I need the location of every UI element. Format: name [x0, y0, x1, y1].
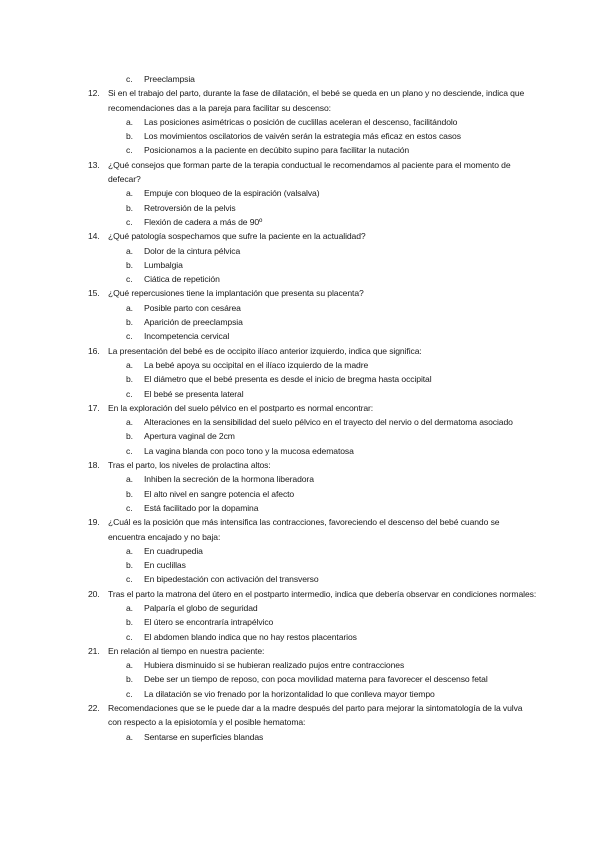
question-item: [88, 86, 538, 115]
option-letter: a.: [126, 359, 133, 370]
option-list: [88, 415, 538, 458]
option-text: El alto nivel en sangre potencia el afecto: [144, 488, 295, 499]
option-list: [88, 115, 538, 158]
question-text: ¿Qué patología sospechamos que sufre la paciente en la actualidad?: [108, 231, 366, 242]
option-text: Palparía el globo de seguridad: [144, 602, 258, 613]
option-list: [88, 601, 538, 644]
option-item: [88, 215, 538, 229]
option-text: El abdomen blando indica que no hay restos placentarios: [144, 631, 357, 642]
option-text: En cuadrupedia: [144, 545, 203, 556]
option-text: Dolor de la cintura pélvica: [144, 245, 241, 256]
option-list: [88, 186, 538, 229]
question-number: 13.: [88, 159, 100, 170]
option-text: Aparición de preeclampsia: [144, 317, 243, 328]
option-letter: c.: [126, 274, 133, 285]
option-letter: c.: [126, 502, 133, 513]
option-text: Preeclampsia: [144, 74, 195, 84]
option-item: [88, 615, 538, 629]
option-letter: a.: [126, 545, 133, 556]
option-text: El bebé se presenta lateral: [144, 388, 244, 399]
option-item: [88, 329, 538, 343]
option-letter: b.: [126, 431, 133, 442]
option-text: Alteraciones en la sensibilidad del suelo pélvico en el trayecto del nervio o del dermatoma asociado: [144, 417, 513, 428]
option-item: [88, 115, 538, 129]
option-item: [88, 315, 538, 329]
question-text: Recomendaciones que se le puede dar a la madre después del parto para mejorar la sintomatología de la vulva con respecto a la episiotomía y el posible hematoma:: [108, 703, 523, 728]
question-item: [88, 458, 538, 472]
option-text: Hubiera disminuido si se hubieran realizado pujos entre contracciones: [144, 660, 405, 671]
option-letter: b.: [126, 259, 133, 270]
option-item: [88, 544, 538, 558]
option-text: Los movimientos oscilatorios de vaivén serán la estrategia más eficaz en estos casos: [144, 131, 461, 142]
question-number: 21.: [88, 645, 100, 656]
option-text: Posicionamos a la paciente en decúbito supino para facilitar la nutación: [144, 145, 410, 156]
option-letter: c.: [126, 445, 133, 456]
option-item: [88, 301, 538, 315]
option-list: [88, 658, 538, 701]
option-letter: b.: [126, 674, 133, 685]
option-letter: b.: [126, 617, 133, 628]
option-letter: b.: [126, 317, 133, 328]
option-item: [88, 730, 538, 744]
question-number: 15.: [88, 288, 100, 299]
option-text: Ciática de repetición: [144, 274, 220, 285]
option-item: [88, 444, 538, 458]
option-letter: c.: [126, 331, 133, 342]
question-text: La presentación del bebé es de occipito ilíaco anterior izquierdo, indica que significa:: [108, 345, 422, 356]
question-number: 16.: [88, 345, 100, 356]
option-letter: a.: [126, 731, 133, 742]
option-text: El diámetro que el bebé presenta es desde el inicio de bregma hasta occipital: [144, 374, 432, 385]
option-item: [88, 501, 538, 515]
question-text: Tras el parto, los niveles de prolactina altos:: [108, 460, 271, 471]
question-number: 20.: [88, 588, 100, 599]
question-text: En relación al tiempo en nuestra paciente:: [108, 645, 265, 656]
option-text: En cuclillas: [144, 560, 186, 571]
option-text: Flexión de cadera a más de 90º: [144, 216, 263, 227]
option-item: [88, 429, 538, 443]
question-item: [88, 701, 538, 730]
question-item: [88, 515, 538, 544]
option-item: [88, 244, 538, 258]
option-letter: c.: [126, 688, 133, 699]
option-letter: c.: [126, 74, 133, 84]
question-item: [88, 644, 538, 658]
question-item: [88, 286, 538, 300]
option-item: [88, 258, 538, 272]
question-item: [88, 229, 538, 243]
option-text: Apertura vaginal de 2cm: [144, 431, 235, 442]
question-number: 18.: [88, 460, 100, 471]
option-item: [88, 672, 538, 686]
option-text: La dilatación se vio frenado por la horizontalidad lo que conlleva mayor tiempo: [144, 688, 435, 699]
option-letter: a.: [126, 302, 133, 313]
question-text: Tras el parto la matrona del útero en el postparto intermedio, indica que debería observar en condiciones normales:: [108, 588, 537, 599]
option-letter: b.: [126, 202, 133, 213]
question-text: En la exploración del suelo pélvico en el postparto es normal encontrar:: [108, 402, 374, 413]
question-item: [88, 344, 538, 358]
option-item: [88, 687, 538, 701]
option-item: [88, 472, 538, 486]
question-text: ¿Cuál es la posición que más intensifica las contracciones, favoreciendo el descenso del bebé cuando se encuentra encajado y no baja:: [108, 517, 500, 542]
option-letter: a.: [126, 660, 133, 671]
option-text: Debe ser un tiempo de reposo, con poca movilidad materna para favorecer el descenso fetal: [144, 674, 488, 685]
question-number: 12.: [88, 88, 100, 99]
option-item: [88, 601, 538, 615]
option-list: [88, 244, 538, 287]
question-text: Si en el trabajo del parto, durante la fase de dilatación, el bebé se queda en un plano y no desciende, indica que recomendaciones das a la pareja para facilitar su descenso:: [108, 88, 525, 113]
option-letter: c.: [126, 631, 133, 642]
option-item: [88, 387, 538, 401]
option-letter: b.: [126, 560, 133, 571]
question-number: 19.: [88, 517, 100, 528]
option-list: [88, 301, 538, 344]
option-text: Empuje con bloqueo de la espiración (valsalva): [144, 188, 320, 199]
question-number: 14.: [88, 231, 100, 242]
option-letter: a.: [126, 602, 133, 613]
option-list: [88, 730, 538, 744]
option-text: Lumbalgia: [144, 259, 183, 270]
option-item: [88, 658, 538, 672]
option-text: La vagina blanda con poco tono y la mucosa edematosa: [144, 445, 354, 456]
option-item: [88, 143, 538, 157]
option-list: [88, 472, 538, 515]
option-letter: b.: [126, 488, 133, 499]
option-text: Retroversión de la pelvis: [144, 202, 236, 213]
option-letter: a.: [126, 116, 133, 127]
option-item: [88, 372, 538, 386]
option-letter: a.: [126, 474, 133, 485]
option-text: Posible parto con cesárea: [144, 302, 241, 313]
option-letter: b.: [126, 131, 133, 142]
question-item: [88, 587, 538, 601]
option-text: Inhiben la secreción de la hormona liberadora: [144, 474, 314, 485]
option-text: Sentarse en superficies blandas: [144, 731, 264, 742]
option-text: Las posiciones asimétricas o posición de cuclillas aceleran el descenso, facilitándolo: [144, 116, 458, 127]
option-item: [88, 72, 538, 86]
option-letter: c.: [126, 388, 133, 399]
option-list: [88, 544, 538, 587]
option-letter: b.: [126, 374, 133, 385]
option-text: Está facilitado por la dopamina: [144, 502, 259, 513]
option-letter: a.: [126, 245, 133, 256]
option-item: [88, 558, 538, 572]
option-letter: c.: [126, 145, 133, 156]
question-number: 22.: [88, 703, 100, 714]
option-text: Incompetencia cervical: [144, 331, 230, 342]
question-text: ¿Qué consejos que forman parte de la terapia conductual le recomendamos al paciente para el momento de defecar?: [108, 159, 511, 185]
option-item: [88, 358, 538, 372]
option-letter: a.: [126, 417, 133, 428]
option-item: [88, 201, 538, 215]
option-item: [88, 572, 538, 586]
option-text: En bipedestación con activación del transverso: [144, 574, 319, 585]
option-text: La bebé apoya su occipital en el ilíaco izquierdo de la madre: [144, 359, 369, 370]
option-letter: c.: [126, 216, 133, 227]
question-list: [88, 72, 538, 744]
question-item: [88, 401, 538, 415]
option-item: [88, 272, 538, 286]
option-letter: c.: [126, 574, 133, 585]
option-item: [88, 630, 538, 644]
question-text: ¿Qué repercusiones tiene la implantación que presenta su placenta?: [108, 288, 364, 299]
option-item: [88, 129, 538, 143]
option-item: [88, 415, 538, 429]
question-number: 17.: [88, 402, 100, 413]
option-letter: a.: [126, 188, 133, 199]
option-text: El útero se encontraría intrapélvico: [144, 617, 274, 628]
question-item: [88, 158, 538, 187]
option-item: [88, 487, 538, 501]
option-item: [88, 186, 538, 200]
option-list: [88, 358, 538, 401]
